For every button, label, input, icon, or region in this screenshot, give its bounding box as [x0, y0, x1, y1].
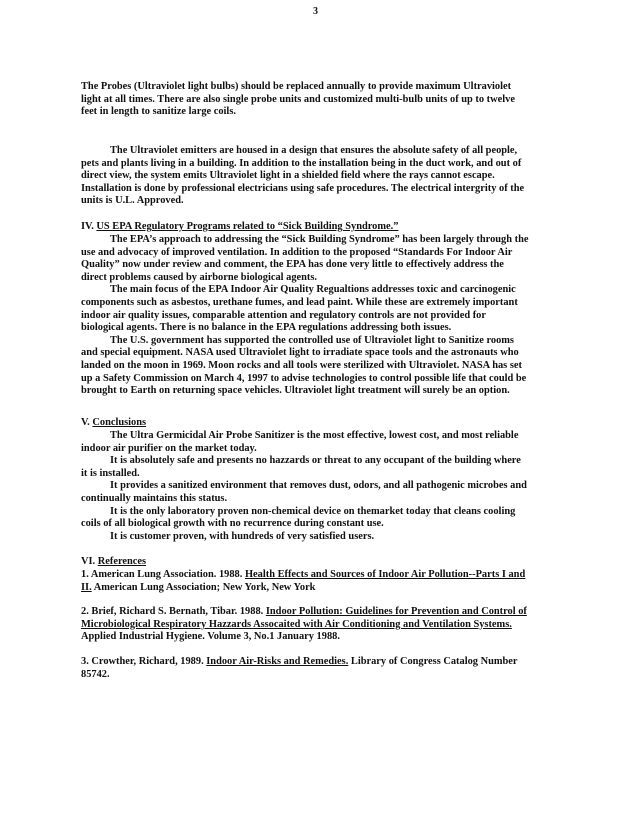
- reference-2: [81, 606, 533, 644]
- section-6-number: VI.: [81, 556, 96, 567]
- intro-paragraph-2: The Ultraviolet emitters are housed in a design that ensures the absolute safety of all people, pets and plants living in a building. In addition to the installation being in the duct work, and out of direct view, the system emits Ultraviolet light in a shielded field where the rays cannot escape. Installation is done by professional electricians using safe procedures. The electrical intergrity of the units is U.L. Approved.: [81, 145, 525, 207]
- section-4-paragraph-3: The U.S. government has supported the controlled use of Ultraviolet light to Sanitize rooms and special equipment. NASA used Ultraviolet light to irradiate space tools and the astronauts who landed on the moon in 1969. Moon rocks and all tools were sterilized with Ultraviolet. NASA has set up a Safety Commission on March 4, 1997 to advise technologies to control possible life that could be brought to Earth on returning space vehicles. Ultraviolet light treatment will surely be an option.: [81, 334, 527, 397]
- section-4-title: US EPA Regulatory Programs related to “Sick Building Syndrome.”: [96, 221, 399, 232]
- section-4-number: IV.: [81, 221, 94, 232]
- section-4-heading: [81, 221, 529, 234]
- section-4-body: [81, 234, 529, 398]
- section-6-title: References: [97, 556, 147, 567]
- section-5-paragraph-1: The Ultra Germicidal Air Probe Sanitizer is the most effective, lowest cost, and most reliable indoor air purifier on the market today.: [81, 430, 519, 454]
- section-5-body: [81, 430, 529, 543]
- reference-2-suffix: Applied Industrial Hygiene. Volume 3, No.1 January 1988.: [81, 631, 340, 643]
- section-5-paragraph-4: It is the only laboratory proven non-chemical device on themarket today that cleans cooling coils of all biological growth with no recurrence during constant use.: [81, 505, 516, 530]
- section-5-heading: [81, 417, 529, 430]
- reference-2-prefix: 2. Brief, Richard S. Bernath, Tibar. 1988.: [81, 606, 266, 617]
- page-number: 3: [313, 6, 318, 17]
- section-4-paragraph-1: The EPA’s approach to addressing the “Sick Building Syndrome” has been largely through the use and advocacy of improved ventilation. In addition to the proposed “Standards For Indoor Air Quality” now under review and comment, the EPA has done very little to effectively address the direct problems caused by airborne biological agents.: [81, 234, 529, 283]
- intro-paragraph-1: The Probes (Ultraviolet light bulbs) should be replaced annually to provide maximum Ultraviolet light at all times. There are also single probe units and customized multi-bulb units of up to twelve feet in length to sanitize large coils.: [81, 81, 515, 118]
- reference-3-prefix: 3. Crowther, Richard, 1989.: [81, 656, 207, 667]
- section-6-heading: [81, 556, 529, 569]
- reference-3-title: Indoor Air-Risks and Remedies.: [206, 656, 349, 667]
- reference-1: [81, 569, 533, 594]
- reference-1-suffix: American Lung Association; New York, New York: [91, 581, 316, 593]
- section-5-number: V.: [81, 417, 90, 428]
- reference-1-prefix: 1. American Lung Association. 1988.: [81, 569, 245, 580]
- section-5-title: Conclusions: [92, 417, 147, 428]
- section-5-paragraph-2: It is absolutely safe and presents no hazzards or threat to any occupant of the building where it is installed.: [81, 455, 521, 479]
- reference-2-title: Indoor Pollution: Guidelines for Prevention and Control of Microbiological Respiratory Hazzards Assocaited with Air Conditioning and Ventilation Systems.: [81, 606, 527, 630]
- reference-1-title: Health Effects and Sources of Indoor Air Pollution--Parts I and II.: [81, 569, 526, 593]
- section-5-paragraph-5: It is customer proven, with hundreds of very satisfied users.: [110, 530, 375, 542]
- reference-3: [81, 656, 533, 681]
- section-4-paragraph-2: The main focus of the EPA Indoor Air Quality Regualtions addresses toxic and carcinogenic components such as asbestos, urethane fumes, and lead paint. While these are extremely important indoor air quality issues, comparable attention and regulatory controls are not provided for biological agents. There is no balance in the EPA regulations addressing both issues.: [81, 284, 518, 334]
- reference-3-suffix: Library of Congress Catalog Number 85742.: [81, 656, 518, 680]
- section-5-paragraph-3: It provides a sanitized environment that removes dust, odors, and all pathogenic microbes and continually maintains this status.: [81, 480, 527, 504]
